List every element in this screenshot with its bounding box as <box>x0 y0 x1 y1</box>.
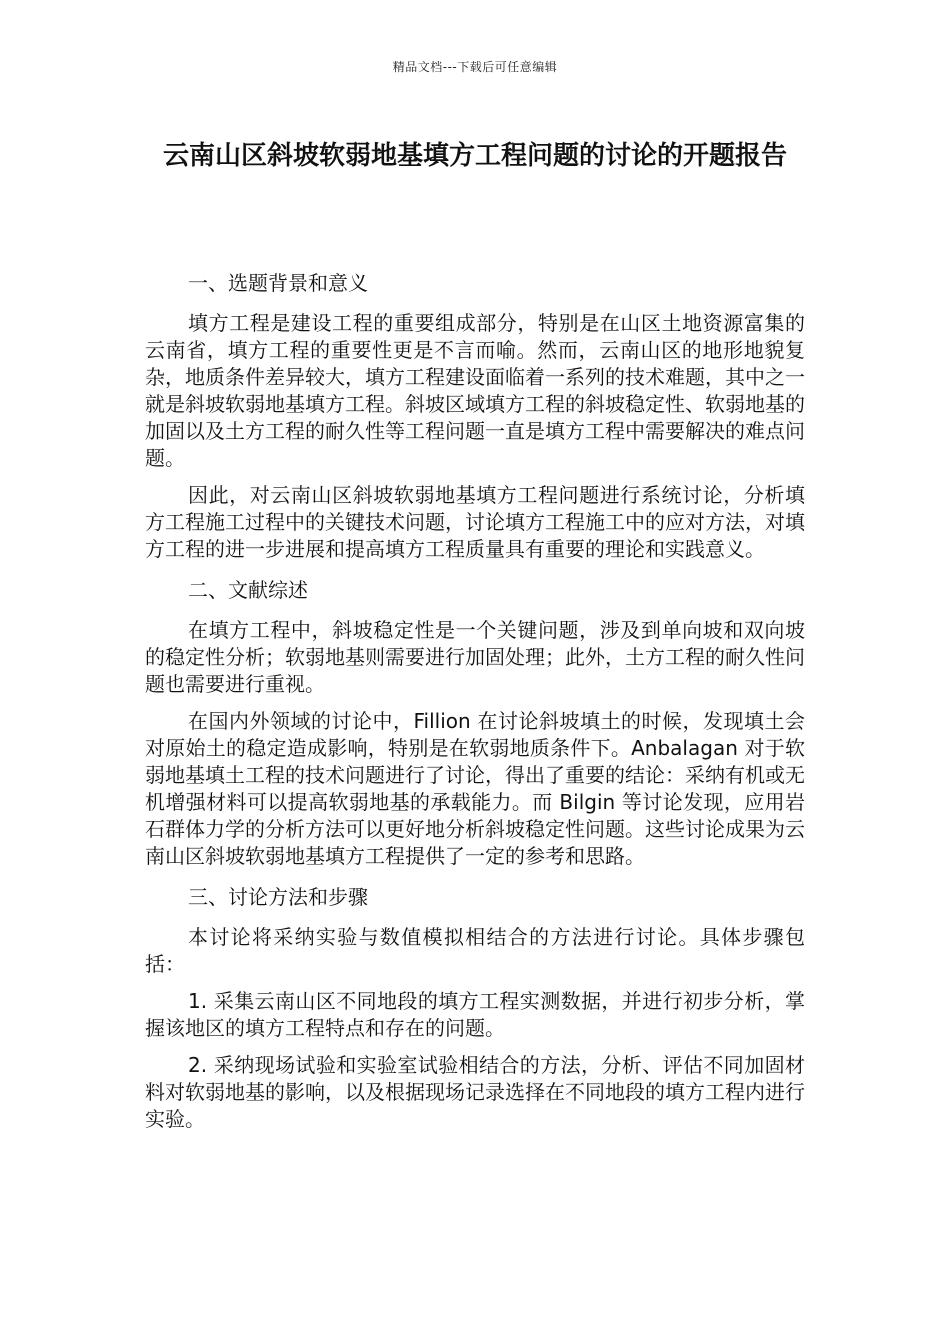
paragraph: 填方工程是建设工程的重要组成部分，特别是在山区土地资源富集的云南省，填方工程的重要性更是不言而喻。然而，云南山区的地形地貌复杂，地质条件差异较大，填方工程建设面临着一系列的技术难题，其中之一就是斜坡软弱地基填方工程。斜坡区域填方工程的斜坡稳定性、软弱地基的加固以及土方工程的耐久性等工程问题一直是填方工程中需要解决的难点问题。 <box>145 311 805 470</box>
document-body <box>145 266 805 1143</box>
section-heading: 一、选题背景和意义 <box>188 271 368 295</box>
section-methods <box>145 880 805 1133</box>
section-heading: 三、讨论方法和步骤 <box>188 885 368 909</box>
section-literature-review <box>145 573 805 870</box>
paragraph: 因此，对云南山区斜坡软弱地基填方工程问题进行系统讨论，分析填方工程施工过程中的关键技术问题，讨论填方工程施工中的应对方法，对填方工程的进一步进展和提高填方工程质量具有重要的理论和实践意义。 <box>145 483 805 561</box>
list-item: 2. 采纳现场试验和实验室试验相结合的方法，分析、评估不同加固材料对软弱地基的影响，以及根据现场记录选择在不同地段的填方工程内进行实验。 <box>145 1053 805 1131</box>
paragraph: 本讨论将采纳实验与数值模拟相结合的方法进行讨论。具体步骤包括： <box>145 925 805 976</box>
section-heading: 二、文献综述 <box>188 578 308 602</box>
header-note: 精品文档---下载后可任意编辑 <box>392 60 558 74</box>
paragraph: 在国内外领域的讨论中，Fillion 在讨论斜坡填土的时候，发现填土会对原始土的稳定造成影响，特别是在软弱地质条件下。Anbalagan 对于软弱地基填土工程的技术问题进行了讨论，得出了重要的结论：采纳有机或无机增强材料可以提高软弱地基的承载能力。而 Bilgin 等讨论发现，应用岩石群体力学的分析方法可以更好地分析斜坡稳定性问题。这些讨论成果为云南山区斜坡软弱地基填方工程提供了一定的参考和思路。 <box>145 709 805 868</box>
document-title: 云南山区斜坡软弱地基填方工程问题的讨论的开题报告 <box>162 141 787 171</box>
section-background <box>145 266 805 563</box>
paragraph: 在填方工程中，斜坡稳定性是一个关键问题，涉及到单向坡和双向坡的稳定性分析；软弱地基则需要进行加固处理；此外，土方工程的耐久性问题也需要进行重视。 <box>145 618 805 696</box>
list-item: 1. 采集云南山区不同地段的填方工程实测数据，并进行初步分析，掌握该地区的填方工程特点和存在的问题。 <box>145 989 805 1040</box>
